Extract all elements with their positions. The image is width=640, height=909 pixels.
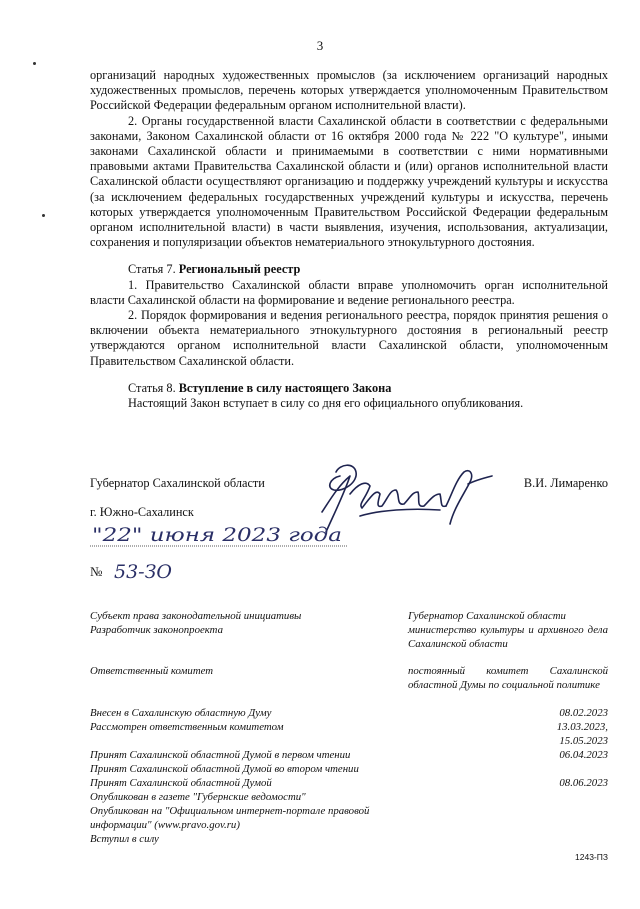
handwritten-law-number: 53-ЗО: [114, 561, 173, 583]
article-7-paragraph-2: 2. Порядок формирования и ведения регионального реестра, порядок принятия решения о включении объекта нематериального этнокультурного достояния в региональный реестр утверждаются органом исполнительной власти Сахалинской области, уполномоченным Правительством Сахалинской области.: [90, 308, 608, 368]
adoption-date-line: [90, 523, 350, 549]
article-8-heading: Статья 8. Вступление в силу настоящего Закона: [128, 380, 392, 395]
meta-label: Ответственный комитет: [90, 665, 214, 677]
meta-label: Принят Сахалинской областной Думой: [90, 777, 272, 789]
meta-label: Вступил в силу: [90, 833, 159, 845]
law-number-line: [90, 560, 210, 584]
page-number: 3: [316, 38, 324, 53]
meta-value: постоянный комитет Сахалинской областной Думы по социальной политике: [408, 665, 608, 691]
meta-label: Рассмотрен ответственным комитетом: [90, 721, 284, 733]
scan-speck: [42, 214, 45, 217]
paragraph-continuation: организаций народных художественных промыслов (за исключением организаций народных художественных промыслов, перечень которых утверждается уполномоченным Правительством Российской Федерации федеральным органом исполнительной власти).: [90, 68, 608, 113]
law-body: [90, 68, 608, 411]
meta-value: 13.03.2023,: [556, 721, 608, 733]
article-7-heading: Статья 7. Региональный реестр: [128, 262, 301, 277]
scan-speck: [33, 62, 36, 65]
meta-label: Опубликован на "Официальном интернет-портале правовой информации" (www.pravo.gov.ru): [90, 805, 370, 831]
paragraph-2: 2. Органы государственной власти Сахалинской области в соответствии с федеральными законами, Законом Сахалинской области от 16 октября 2000 года № 222 "О культуре", иными законами Сахалинской области и принимаемыми в соответствии с ними нормативными правовыми актами Правительства Сахалинской области и (или) органов исполнительной власти Сахалинской области осуществляют организацию и поддержку учреждений культуры и искусства (за исключением федеральных государственных учреждений культуры и искусства, перечень которых утверждается уполномоченным Правительством Российской Федерации федеральным органом исполнительной власти) в части выявления, изучения, использования, актуализации, сохранения и популяризации объектов нематериального этнокультурного достояния.: [90, 113, 608, 250]
meta-label: Субъект права законодательной инициативы: [90, 610, 302, 622]
city: г. Южно-Сахалинск: [90, 505, 194, 519]
article-8-paragraph-1: Настоящий Закон вступает в силу со дня его официального опубликования.: [128, 396, 524, 411]
article-7-paragraph-1: 1. Правительство Сахалинской области вправе уполномочить орган исполнительной власти Сахалинской области на формирование и ведение регионального реестра.: [90, 277, 608, 307]
meta-value: 06.04.2023: [559, 749, 608, 761]
meta-label: Опубликован в газете "Губернские ведомости": [90, 791, 306, 803]
meta-label: Внесен в Сахалинскую областную Думу: [90, 707, 272, 719]
article-7-title: Региональный реестр: [178, 262, 301, 277]
signatory-position: Губернатор Сахалинской области: [90, 476, 265, 490]
meta-value: 08.06.2023: [559, 777, 608, 789]
handwritten-date: "22" июня 2023 года: [92, 524, 342, 546]
meta-value: 08.02.2023: [559, 707, 608, 719]
meta-value: Губернатор Сахалинской области: [408, 610, 566, 622]
document-code: 1243-ПЗ: [575, 852, 608, 862]
meta-label: Принят Сахалинской областной Думой в первом чтении: [90, 749, 351, 761]
meta-label: Принят Сахалинской областной Думой во втором чтении: [90, 763, 359, 775]
legislative-history-table: [90, 610, 608, 847]
meta-label: Разработчик законопроекта: [90, 624, 223, 636]
article-8-title: Вступление в силу настоящего Закона: [178, 380, 392, 395]
meta-value: министерство культуры и архивного дела Сахалинской области: [408, 624, 608, 650]
signatory-name: В.И. Лимаренко: [523, 476, 608, 490]
number-sign: №: [90, 564, 103, 579]
meta-value: 15.05.2023: [559, 735, 608, 747]
